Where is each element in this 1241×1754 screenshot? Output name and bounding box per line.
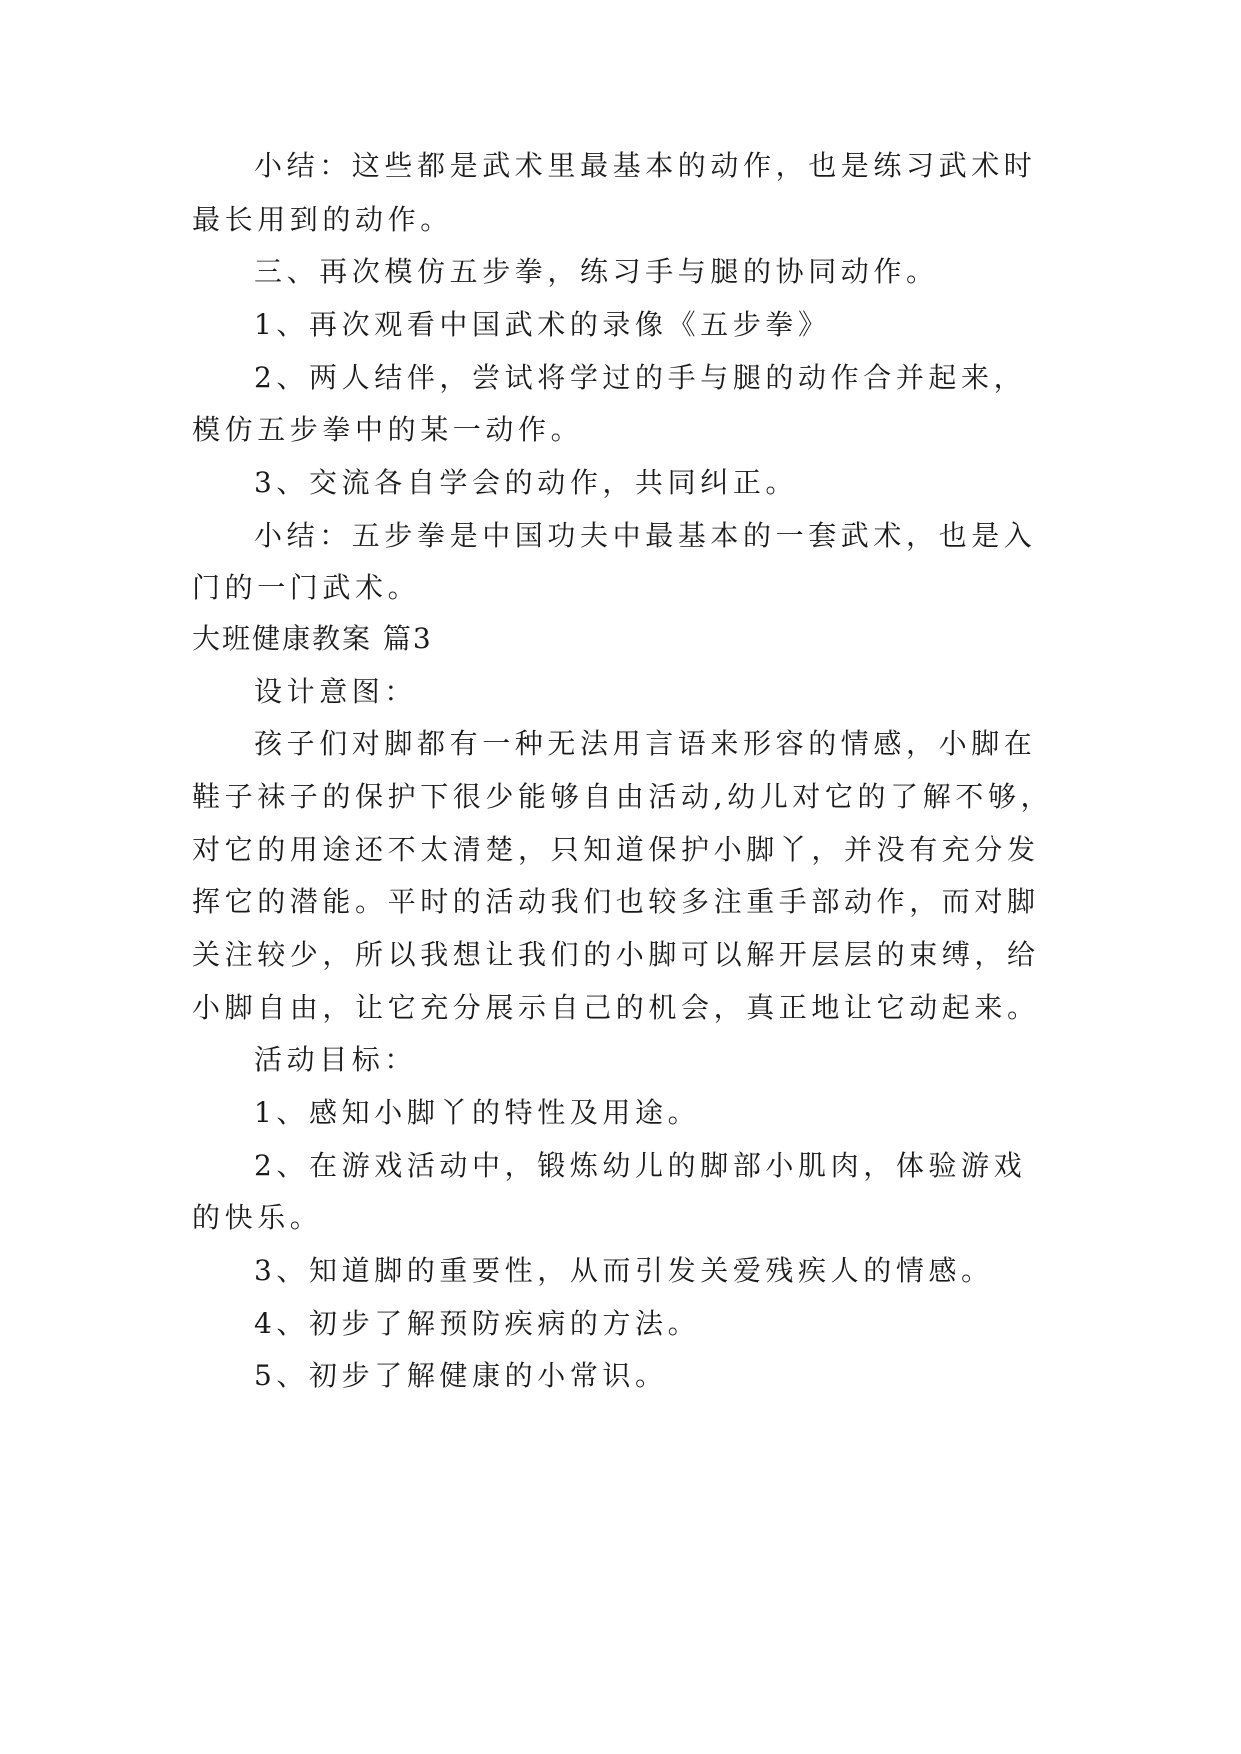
paragraph-line: 小结：五步拳是中国功夫中最基本的一套武术，也是入: [254, 519, 1037, 552]
paragraph-line: 设计意图：: [254, 675, 418, 708]
paragraph-line: 鞋子袜子的保护下很少能够自由活动,幼儿对它的了解不够，: [192, 780, 1054, 813]
paragraph-line: 门的一门武术。: [192, 571, 421, 604]
paragraph-line: 4、初步了解预防疾病的方法。: [254, 1307, 701, 1340]
paragraph-line: 关注较少，所以我想让我们的小脚可以解开层层的束缚，给: [192, 938, 1040, 971]
paragraph-line: 5、初步了解健康的小常识。: [254, 1359, 668, 1392]
paragraph-line: 1、感知小脚丫的特性及用途。: [254, 1096, 701, 1129]
paragraph-line: 小脚自由，让它充分展示自己的机会，真正地让它动起来。: [192, 991, 1040, 1024]
paragraph-line: 3、交流各自学会的动作，共同纠正。: [254, 466, 799, 499]
paragraph-line: 最长用到的动作。: [192, 203, 453, 236]
paragraph-line: 小结：这些都是武术里最基本的动作，也是练习武术时: [254, 149, 1037, 182]
paragraph-line: 活动目标：: [254, 1043, 418, 1076]
paragraph-line: 三、再次模仿五步拳，练习手与腿的协同动作。: [254, 255, 939, 288]
paragraph-line: 孩子们对脚都有一种无法用言语来形容的情感，小脚在: [254, 727, 1037, 760]
paragraph-line: 1、再次观看中国武术的录像《五步拳》: [254, 308, 831, 341]
paragraph-line: 模仿五步拳中的某一动作。: [192, 413, 584, 446]
paragraph-line: 对它的用途还不太清楚，只知道保护小脚丫，并没有充分发: [192, 833, 1040, 866]
paragraph-line: 2、在游戏活动中，锻炼幼儿的脚部小肌肉，体验游戏: [254, 1149, 1027, 1182]
paragraph-line: 挥它的潜能。平时的活动我们也较多注重手部动作，而对脚: [192, 885, 1040, 918]
paragraph-line: 3、知道脚的重要性，从而引发关爱残疾人的情感。: [254, 1254, 994, 1287]
section-heading: 大班健康教案 篇3: [192, 622, 433, 655]
paragraph-line: 2、两人结伴，尝试将学过的手与腿的动作合并起来，: [254, 361, 1027, 394]
paragraph-line: 的快乐。: [192, 1201, 323, 1234]
